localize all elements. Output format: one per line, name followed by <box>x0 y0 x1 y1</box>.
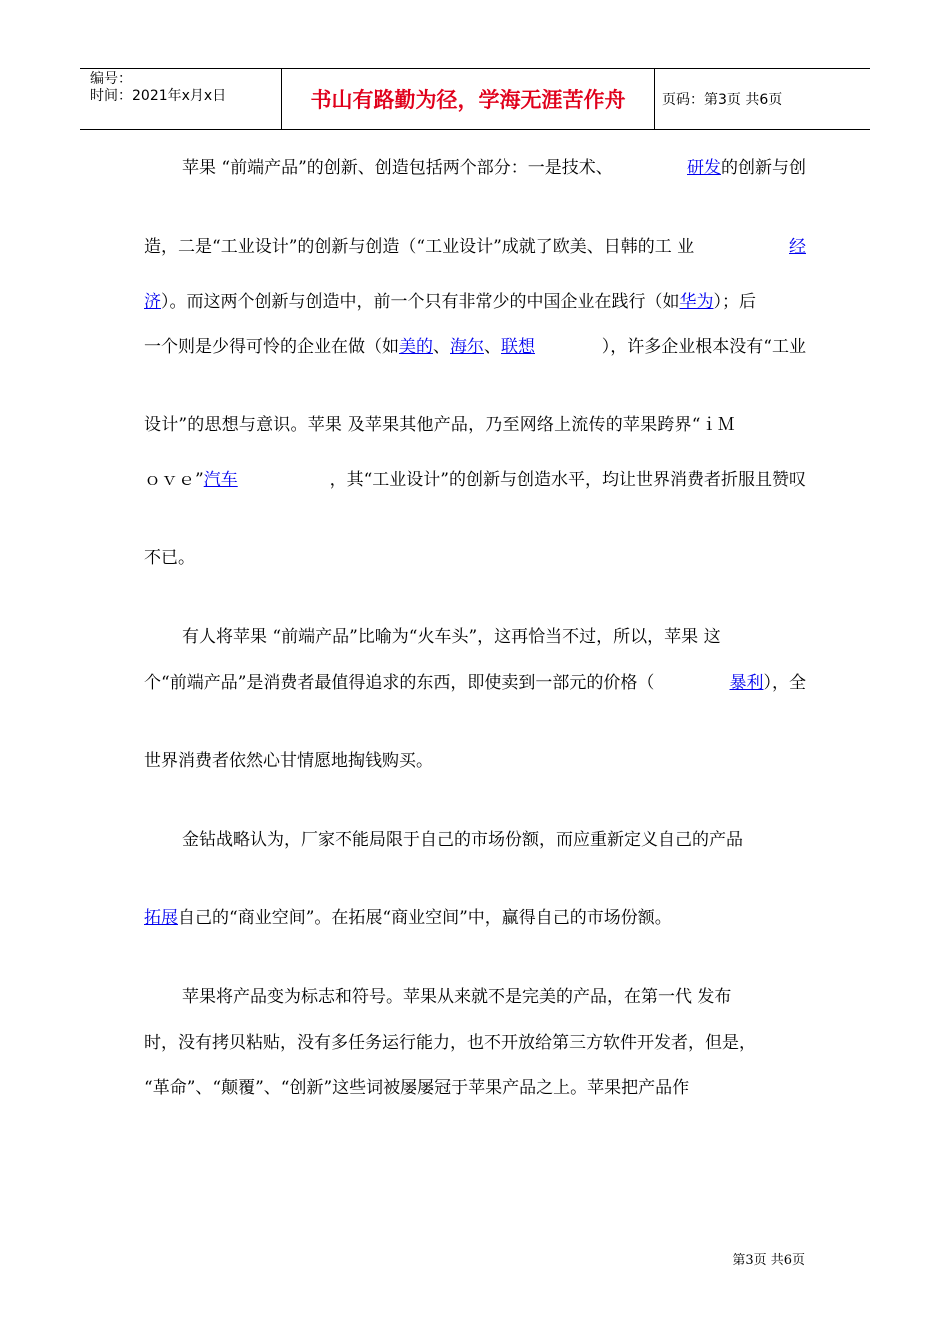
link-haier[interactable]: 海尔 <box>450 337 484 357</box>
link-lenovo[interactable]: 联想 <box>501 337 535 357</box>
time-label: 时间：2021年x月x日 <box>90 88 227 104</box>
p3-line2: 拓展自己的“商业空间”。在拓展“商业空间”中，赢得自己的市场份额。 <box>144 908 672 928</box>
p2-line2: 个“前端产品”是消费者最值得追求的东西，即使卖到一部元的价格（ 暴利），全 <box>144 673 806 693</box>
link-huawei[interactable]: 华为 <box>679 292 714 312</box>
link-yanfa[interactable]: 研发 <box>687 158 721 178</box>
header-divider <box>654 69 655 129</box>
link-car[interactable]: 汽车 <box>203 470 238 490</box>
p1-line1: 苹果 “前端产品”的创新、创造包括两个部分：一是技术、 研发的创新与创 <box>182 158 806 178</box>
header-table <box>80 68 870 130</box>
p1-line4: 一个则是少得可怜的企业在做（如美的、海尔、联想 ），许多企业根本没有“工业 <box>144 337 806 357</box>
link-jingji-2[interactable]: 济 <box>144 292 161 312</box>
p4-line3: “革命”、“颠覆”、“创新”这些词被屡屡冠于苹果产品之上。苹果把产品作 <box>144 1078 690 1098</box>
link-tuozhan[interactable]: 拓展 <box>144 908 178 928</box>
p2-line3: 世界消费者依然心甘情愿地掏钱购买。 <box>144 751 433 771</box>
link-baoli[interactable]: 暴利 <box>729 673 764 693</box>
p4-line1: 苹果将产品变为标志和符号。苹果从来就不是完美的产品，在第一代 发布 <box>182 987 732 1007</box>
p1-line6: ｏｖｅ”汽车 ，其“工业设计”的创新与创造水平，均让世界消费者折服且赞叹 <box>144 470 806 490</box>
p4-line2: 时，没有拷贝粘贴，没有多任务运行能力，也不开放给第三方软件开发者，但是， <box>144 1033 756 1053</box>
p1-line5: 设计”的思想与意识。苹果 及苹果其他产品，乃至网络上流传的苹果跨界“ｉＭ <box>144 415 735 435</box>
footer-page-number: 第3页 共6页 <box>732 1253 805 1268</box>
header-meta <box>80 69 280 129</box>
p1-line3: 济）。而这两个创新与创造中，前一个只有非常少的中国企业在践行（如华为）；后 <box>144 292 756 312</box>
p3-line1: 金钻战略认为，厂家不能局限于自己的市场份额，而应重新定义自己的产品 <box>182 830 743 850</box>
link-jingji[interactable]: 经 <box>789 237 806 257</box>
p2-line1: 有人将苹果 “前端产品”比喻为“火车头”，这再恰当不过，所以，苹果 这 <box>182 627 721 647</box>
number-label: 编号： <box>90 71 132 87</box>
header-page-label: 页码：第3页 共6页 <box>662 92 783 108</box>
link-midea[interactable]: 美的 <box>399 337 433 357</box>
p1-line7: 不已。 <box>144 548 195 568</box>
header-motto: 书山有路勤为径，学海无涯苦作舟 <box>310 88 626 112</box>
p1-line2: 造，二是“工业设计”的创新与创造（“工业设计”成就了欧美、日韩的工 业 经 <box>144 237 806 257</box>
